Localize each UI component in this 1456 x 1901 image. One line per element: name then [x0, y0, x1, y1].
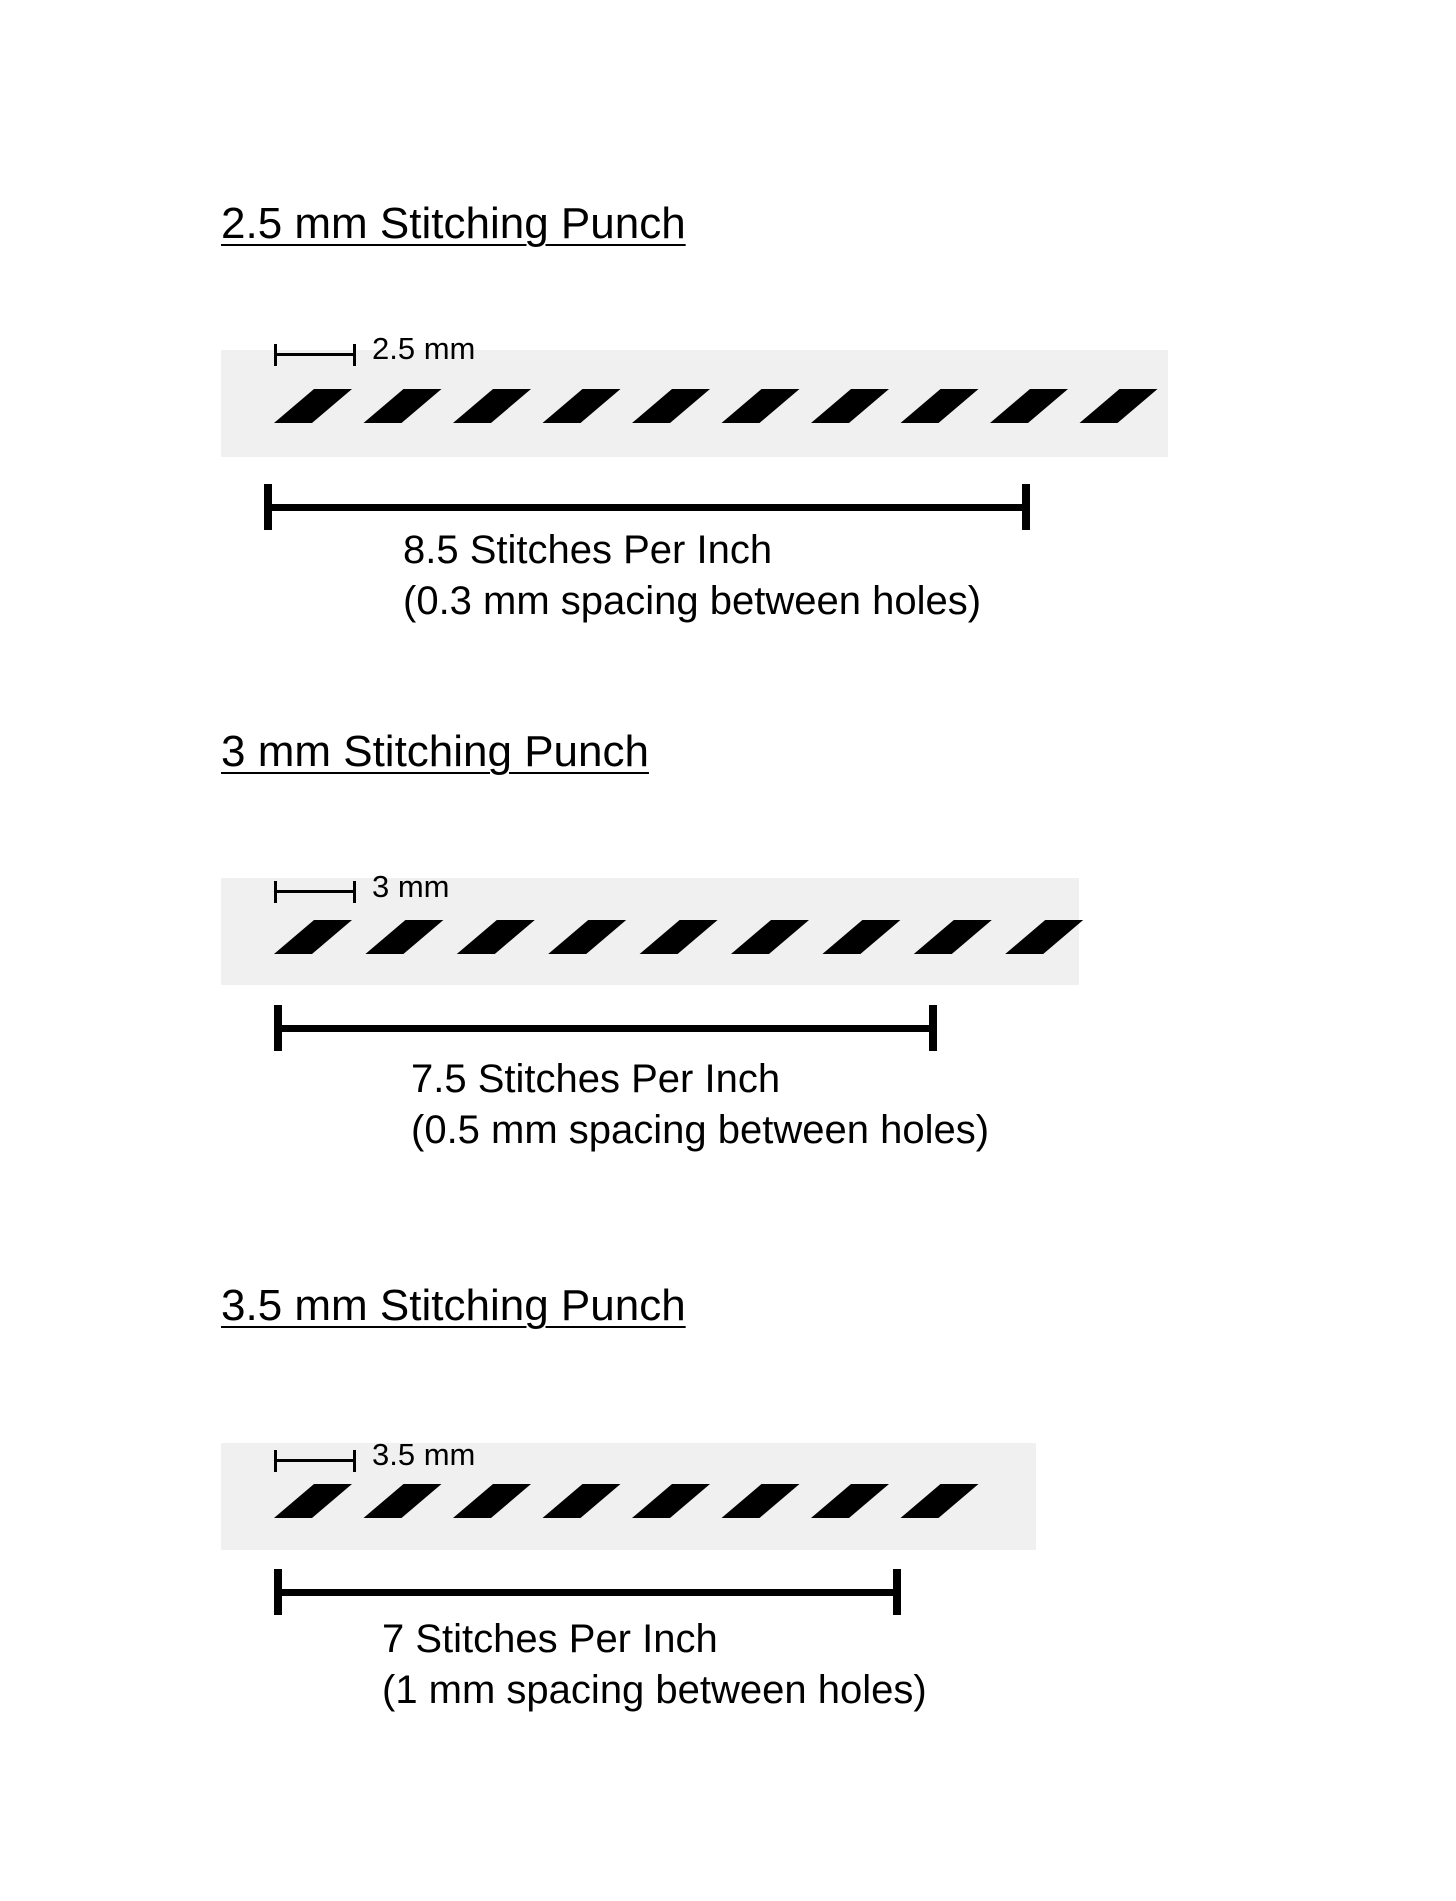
- section-title: 3 mm Stitching Punch: [221, 727, 649, 776]
- section-title: 2.5 mm Stitching Punch: [221, 199, 686, 248]
- stitches-per-inch-label: 7 Stitches Per Inch: [382, 1617, 718, 1661]
- stitch-hole: [364, 1484, 442, 1518]
- stitch-hole: [632, 1484, 710, 1518]
- spacing-label: (1 mm spacing between holes): [382, 1668, 927, 1712]
- inch-ruler: [274, 1569, 901, 1615]
- hole-length-label: 3.5 mm: [372, 1437, 476, 1472]
- spacing-label: (0.5 mm spacing between holes): [411, 1108, 990, 1152]
- hole-length-label: 3 mm: [372, 869, 450, 904]
- stitch-hole: [722, 1484, 800, 1518]
- stitches-per-inch-label: 7.5 Stitches Per Inch: [411, 1057, 781, 1101]
- section-title: 3.5 mm Stitching Punch: [221, 1281, 686, 1330]
- stitch-hole: [274, 1484, 352, 1518]
- spacing-label: (0.3 mm spacing between holes): [403, 579, 982, 623]
- stitch-hole: [453, 1484, 531, 1518]
- stitch-hole: [811, 1484, 889, 1518]
- stitch-hole: [543, 1484, 621, 1518]
- stitches-per-inch-label: 8.5 Stitches Per Inch: [403, 528, 773, 572]
- stitch-hole: [901, 1484, 979, 1518]
- hole-length-label: 2.5 mm: [372, 331, 476, 366]
